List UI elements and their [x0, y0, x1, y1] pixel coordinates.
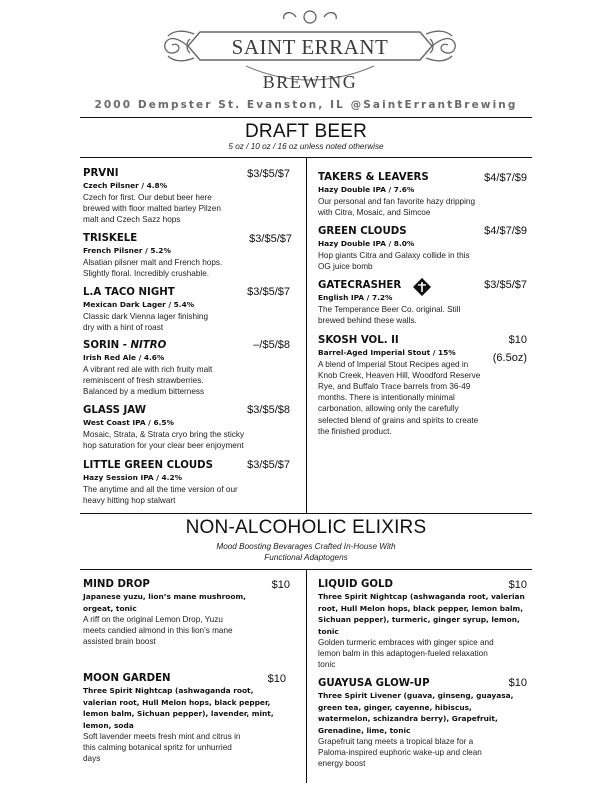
elixir-desc-line: A riff on the original Lemon Drop, Yuzu [83, 615, 223, 624]
beer-desc-line: The anytime and all the time version of our [83, 484, 238, 494]
beer-desc-line: Classic dark Vienna lager finishing [83, 311, 209, 321]
beer-style: West Coast IPA / 6.5% [83, 418, 174, 427]
beer-style: Czech Pilsner / 4.8% [83, 181, 168, 190]
elixir-ingredients-line: Three Spirit Nightcap (ashwaganda root, [83, 686, 254, 695]
beer-desc-line: Knob Creek, Heaven Hill, Woodford Reserve [318, 370, 481, 380]
beer-style: Hazy Double IPA / 7.6% [318, 185, 415, 194]
elixir-ingredients-line: Japanese yuzu, lion’s mane mushroom, [83, 592, 246, 601]
elixir-ingredients-line: green tea, ginger, cayenne, hibiscus, [318, 702, 472, 712]
elixir-desc-line: Soft lavender meets fresh mint and citrus in [83, 732, 241, 741]
beer-desc-line: The Temperance Beer Co. original. Still [318, 304, 461, 314]
elixir-ingredients-line: lemon balm, Sichuan pepper), lavender, mint, [83, 709, 274, 718]
elixir-price: $10 [267, 673, 286, 685]
elixir-ingredients-line: Three Spirit Nightcap (ashwaganda root, valerian [318, 592, 525, 601]
elixir-ingredients-line: orgeat, tonic [83, 603, 137, 613]
draft-title: DRAFT BEER [244, 121, 367, 142]
beer-price: $3/$5/$7 [247, 286, 290, 298]
elixir-ingredients-line: tonic [318, 626, 339, 636]
nitro-label: NITRO [130, 340, 167, 351]
beer-desc-line: Mosaic, Strata, & Strata cryo bring the sticky [83, 429, 245, 439]
beer-desc-line: reminiscent of fresh strawberries. [83, 375, 204, 385]
beer-name: LITTLE GREEN CLOUDS [83, 460, 213, 471]
beer-desc-line: brewed with floor malted barley Pilzen [83, 203, 221, 213]
beer-name: TRISKELE [83, 233, 138, 244]
beer-price: –/$5/$8 [253, 339, 290, 351]
elixir-desc-line: meets candied almond in this lion’s mane [83, 626, 233, 636]
elixir-name: MIND DROP [83, 579, 150, 590]
beer-desc-line: Balanced by a medium bitterness [83, 386, 205, 396]
elixir-ingredients-line: valerian root, Hull Melon hops, black pepper, [83, 697, 271, 707]
beer-price: $3/$5/$7 [249, 233, 292, 245]
beer-desc-line: dry with a hint of roast [83, 322, 164, 332]
elixir-ingredients-line: root, Hull Melon hops, black pepper, lemon balm, [318, 603, 524, 613]
elixir-name: MOON GARDEN [83, 673, 171, 684]
beer-price: $3/$5/$8 [247, 404, 290, 416]
saint-errant-logo [160, 8, 460, 100]
elixir-desc-line: energy boost [318, 759, 366, 769]
temperance-logo-icon [413, 278, 431, 296]
beer-desc-line: Hop giants Citra and Galaxy collide in this [318, 250, 470, 260]
beer-price: $3/$5/$7 [247, 459, 290, 471]
elixir-price: $10 [508, 677, 527, 689]
elixir-desc-line: Paloma-inspired euphoric wake-up and clean [318, 748, 482, 758]
beer-desc-line: A vibrant red ale with rich fruity malt [83, 364, 213, 374]
elixir-desc-line: Golden turmeric embraces with ginger spice and [318, 638, 494, 647]
beer-name: TAKERS & LEAVERS [318, 172, 429, 183]
elixir-ingredients-line: lemon, soda [83, 720, 134, 730]
section-divider [80, 513, 532, 514]
beer-desc-line: Slightly floral. Incredibly crushable. [83, 268, 210, 278]
nonalc-subtitle-line: Mood Boosting Bevarages Crafted In-House With [216, 542, 396, 551]
beer-desc-line: OG juice bomb [318, 261, 373, 271]
beer-style: Hazy Double IPA / 8.0% [318, 239, 415, 248]
beer-desc-line: selected blend of grains and spirits to create [318, 415, 479, 425]
beer-item-skosh [318, 334, 548, 437]
beer-style: Mexican Dark Lager / 5.4% [83, 300, 195, 309]
top-divider [80, 117, 532, 118]
elixir-name: LIQUID GOLD [318, 579, 393, 590]
elixir-price: $10 [508, 579, 527, 591]
elixir-desc-line: this calming botanical spritz for unhurried [83, 743, 232, 753]
beer-name: SKOSH VOL. II [318, 335, 399, 346]
beer-desc-line: brewed behind these walls. [318, 315, 417, 325]
beer-style: Barrel-Aged Imperial Stout / 15% [318, 348, 456, 357]
elixir-desc-line: tonic [318, 660, 336, 670]
elixir-ingredients-line: Three Spirit Livener (guava, ginseng, guayasa, [318, 691, 514, 700]
beer-desc-line: hop saturation for your clear beer enjoyment [83, 440, 244, 450]
beer-price: $4/$7/$9 [484, 172, 527, 184]
elixir-desc-line: lemon balm in this adaptogen-fueled relaxation [318, 649, 488, 659]
nonalc-title: NON-ALCOHOLIC ELIXIRS [185, 517, 427, 538]
beer-desc-line: malt and Czech Sazz hops [83, 214, 181, 224]
beer-style: Irish Red Ale / 4.6% [83, 353, 165, 362]
beer-name: PRVNI [83, 168, 119, 179]
beer-desc-line: months. There is intentionally minimal [318, 393, 455, 403]
elixir-ingredients-line: Sichuan pepper), turmeric, ginger syrup, lemon, [318, 615, 520, 624]
brand-main-text: SAINT ERRANT [231, 35, 389, 59]
nonalc-column-divider [306, 569, 307, 783]
beer-desc-line: carbonation, allowing only the carefully [318, 404, 459, 414]
beer-name-main: SORIN - [83, 340, 131, 351]
address-line: 2000 Dempster St. Evanston, IL @SaintErrantBrewing [94, 99, 518, 111]
beer-price: $3/$5/$7 [247, 168, 290, 180]
beer-desc-line: Czech for first. Our debut beer here [83, 192, 212, 202]
elixir-price: $10 [271, 579, 290, 591]
beer-style: Hazy Session IPA / 4.2% [83, 473, 182, 482]
elixir-ingredients-line: watermelon, schizandra berry), Grapefruit, [318, 714, 498, 723]
beer-price: $3/$5/$7 [484, 279, 527, 291]
elixir-ingredients-line: Grenadine, lime, tonic [318, 725, 411, 735]
beer-name: GREEN CLOUDS [318, 226, 407, 237]
elixir-desc-line: Grapefruit tang meets a tropical blaze for a [318, 737, 474, 746]
draft-subtitle: 5 oz / 10 oz / 16 oz unless noted otherwise [228, 142, 384, 151]
brand-sub-text: BREWING [262, 72, 358, 92]
nonalc-subtitle-line: Functional Adaptogens [264, 553, 348, 562]
beer-desc-line: Alsatian pilsner malt and French hops. [83, 257, 223, 267]
beer-name: GATECRASHER [318, 280, 402, 291]
beer-name: GLASS JAW [83, 405, 146, 416]
beer-desc-line: A blend of Imperial Stout Recipes aged in [318, 359, 469, 369]
beer-name: L.A TACO NIGHT [83, 287, 175, 298]
beer-style: French Pilsner / 5.2% [83, 246, 171, 255]
elixir-name: GUAYUSA GLOW-UP [318, 678, 430, 689]
beer-price-note: (6.5oz) [492, 352, 527, 364]
beer-desc-line: Rye, and Buffalo Trace barrels from 36-49 [318, 381, 471, 391]
beer-desc-line: the finished product. [318, 426, 392, 436]
beer-desc-line: Our personal and fan favorite hazy dripping [318, 196, 476, 206]
draft-column-divider [306, 157, 307, 513]
beer-style: English IPA / 7.2% [318, 293, 393, 302]
elixir-desc-line: days [83, 754, 101, 764]
beer-price: $4/$7/$9 [484, 225, 527, 237]
beer-desc-line: heavy hitting hop stalwart [83, 495, 176, 505]
beer-price: $10 [508, 334, 527, 346]
beer-desc-line: with Citra, Mosaic, and Simcoe [318, 207, 431, 217]
elixir-item-guayusa-glow-up [318, 677, 533, 770]
elixir-desc-line: assisted brain boost [83, 637, 156, 647]
